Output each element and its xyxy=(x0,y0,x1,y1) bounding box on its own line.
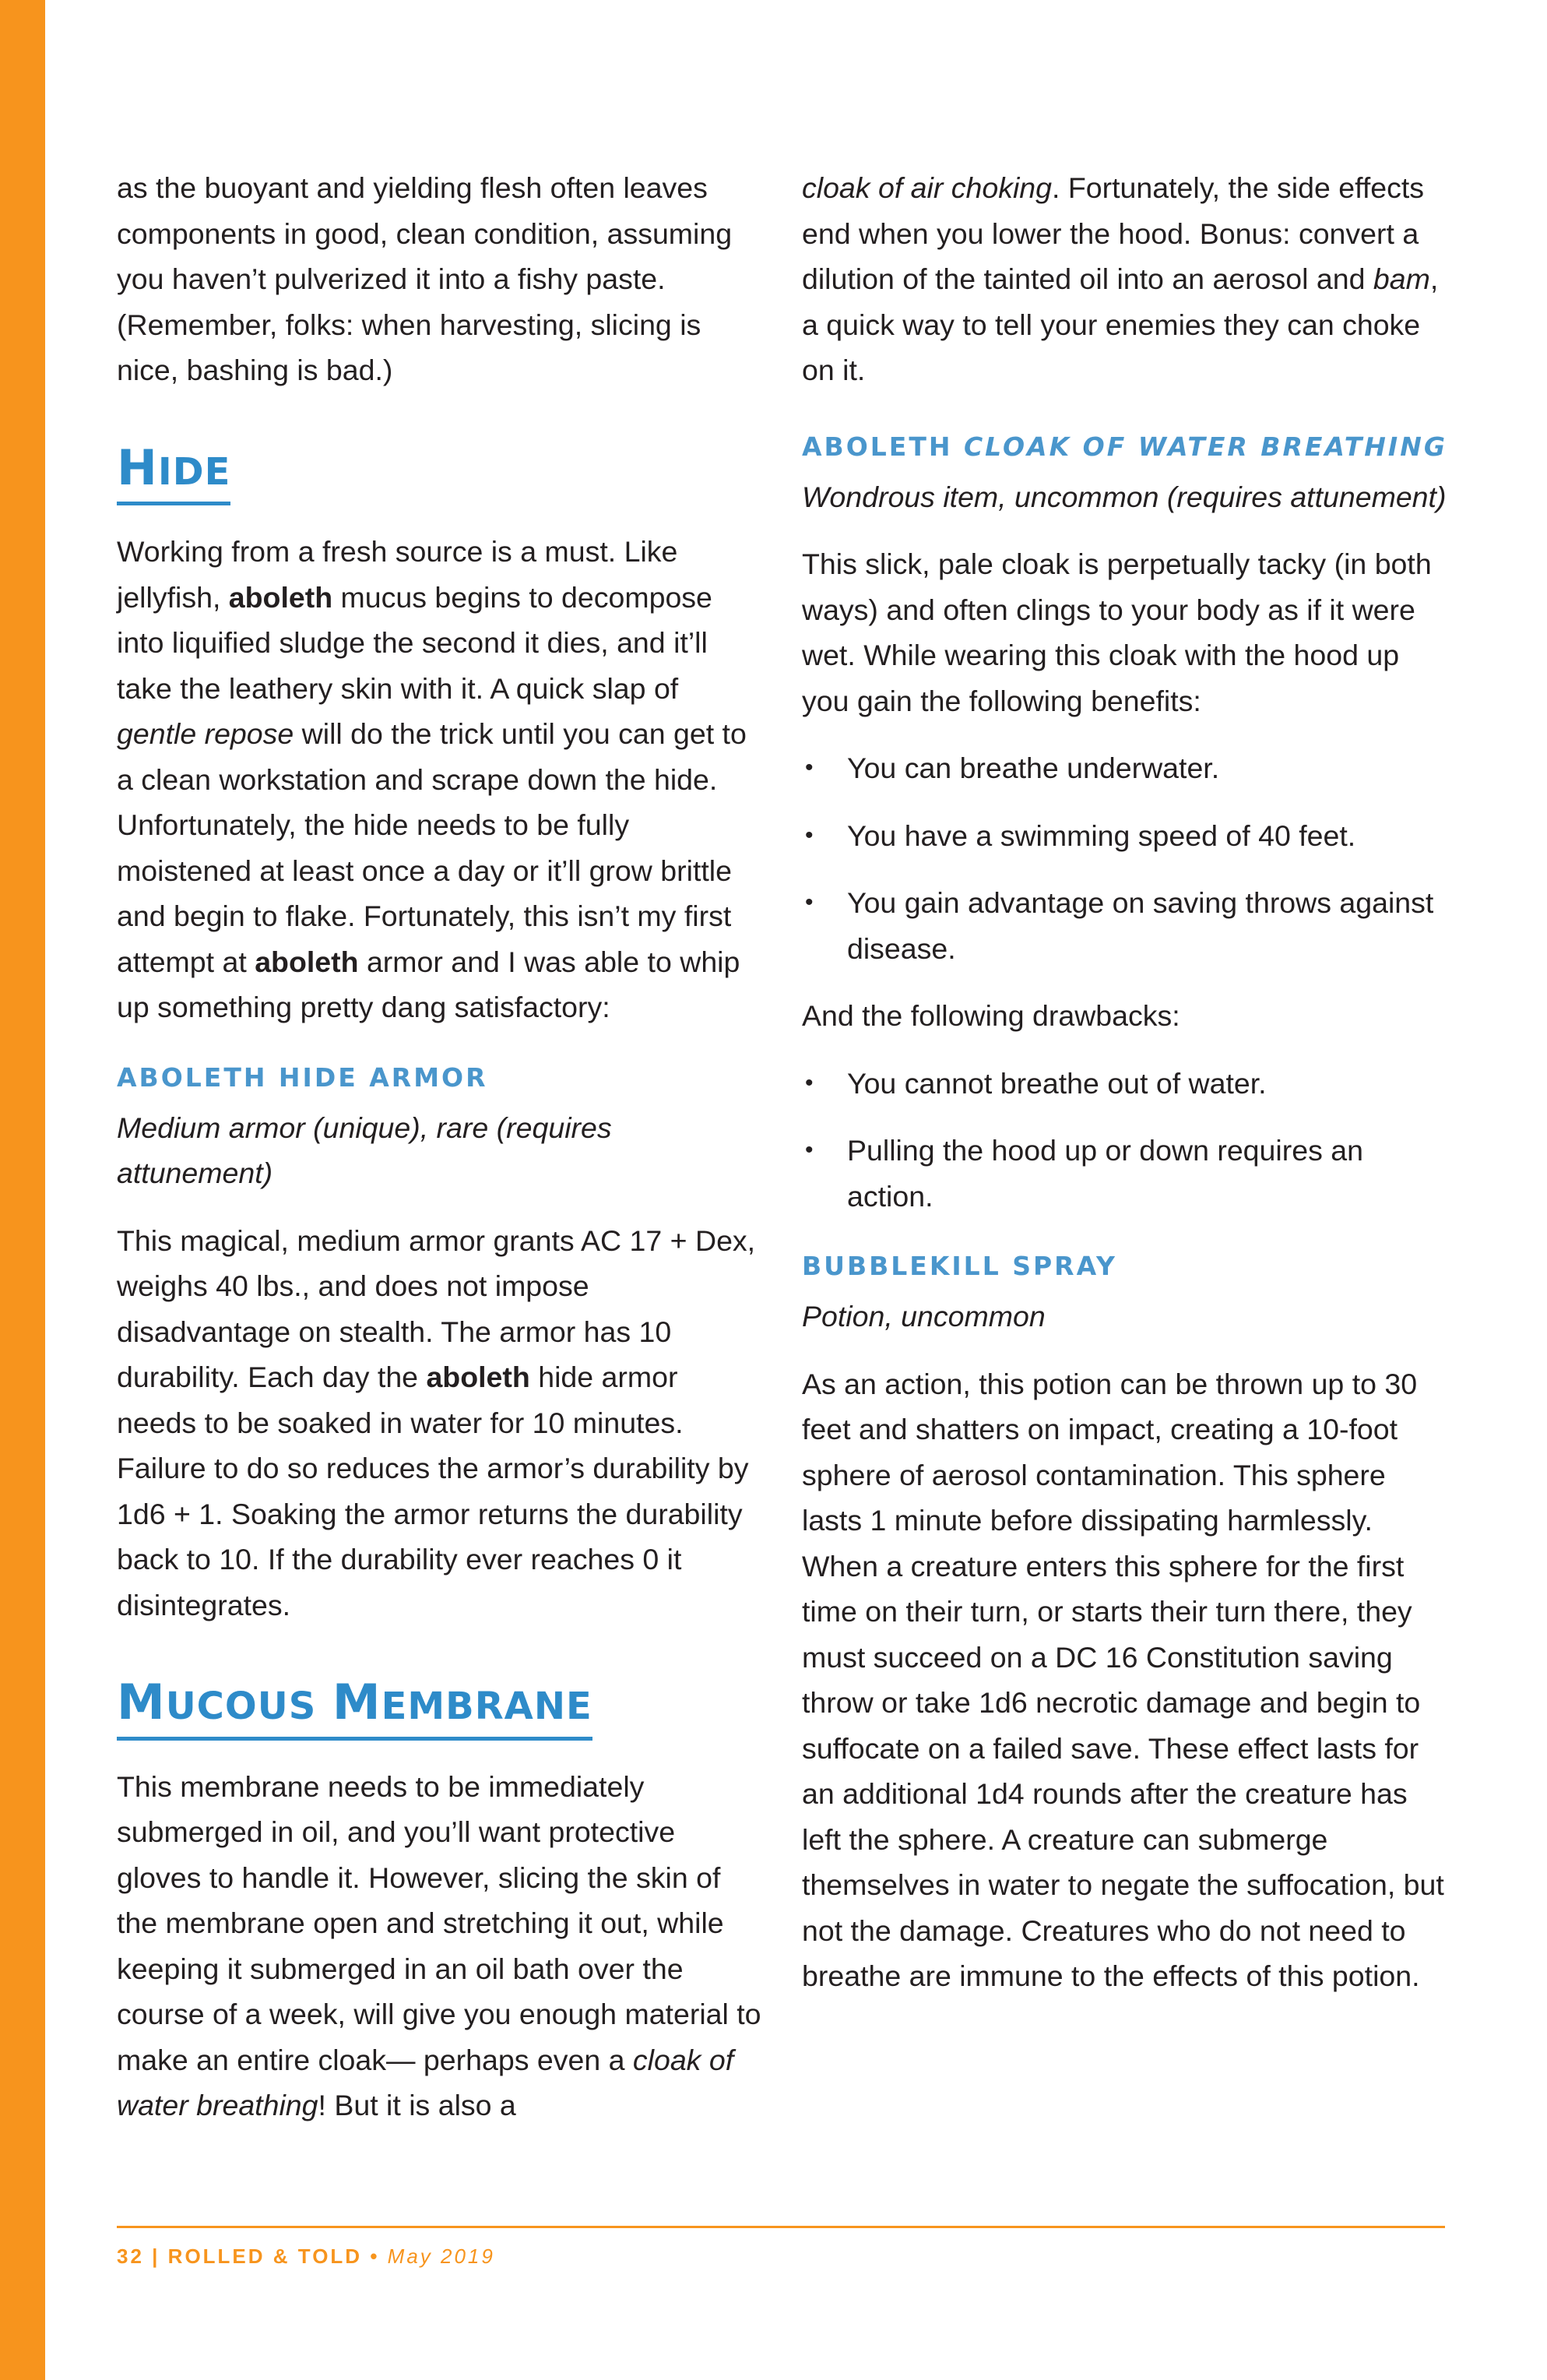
list-item: • You cannot breathe out of water. xyxy=(805,1066,1267,1100)
page-edge-bar xyxy=(0,0,45,2380)
page-number: 32 xyxy=(117,2244,144,2268)
membrane-paragraph: This membrane needs to be immediately submerged in oil, and you’ll want protective gloves to handle it. However, slicing the skin of the membrane open and stretching it out, while keeping it submerged in an oil bath over the course of a week, will give you enough material to make an entire cloak— perhaps even a cloak of water breathing! But it is also a xyxy=(117,1769,761,2121)
intro-paragraph: as the buoyant and yielding flesh often leaves components in good, clean condition, assuming you haven’t pulverized it into a fishy paste. (Remember, folks: when harvesting, slicing is nice, bashing is bad.) xyxy=(117,171,733,386)
cloak-paragraph: This slick, pale cloak is perpetually tacky (in both ways) and often clings to your body as if it were wet. While wearing this cloak with the hood up you gain the following benefits: xyxy=(802,547,1432,717)
list-item: • Pulling the hood up or down requires an action. xyxy=(805,1134,1363,1213)
spray-paragraph: As an action, this potion can be thrown up to 30 feet and shatters on impact, creating a 10-foot sphere of aerosol contamination. This sphere lasts 1 minute before dissipating harmlessly. When a creature enters this sphere for the first time on their turn, or starts their turn there, they must succeed on a DC 16 Constitution saving throw or take 1d6 necrotic damage and begin to suffocate on a failed save. These effect lasts for an additional 1d4 rounds after the creature has left the sphere. A creature can submerge themselves in water to negate the suffocation, but not the damage. Creatures who do not need to breathe are immune to the effects of this potion. xyxy=(802,1367,1444,1992)
hide-heading-rest: IDE xyxy=(157,449,231,494)
membrane-heading: MUCOUS MEMBRANE xyxy=(117,1676,592,1741)
hide-heading-underline xyxy=(117,502,230,505)
hide-paragraph: Working from a fresh source is a must. Like jellyfish, aboleth mucus begins to decompose into liquified sludge the second it dies, and it’ll take the leathery skin with it. A quick slap of gentle repose will do the trick until you can get to a clean workstation and scrape down the hide. Unfortunately, the hide needs to be fully moistened at least once a day or it’ll grow brittle and begin to flake. Fortunately, this isn’t my first attempt at aboleth armor and I was able to whip up something pretty dang satisfactory: xyxy=(117,535,747,1023)
right-column xyxy=(802,165,1448,2021)
hide-heading-initial: H xyxy=(117,438,158,496)
drawbacks-list xyxy=(802,1061,1448,1220)
list-item: • You gain advantage on saving throws against disease. xyxy=(805,886,1434,965)
cloak-title: ABOLETH CLOAK OF WATER BREATHING xyxy=(802,431,1447,462)
armor-meta: Medium armor (unique), rare (requires attunement) xyxy=(117,1111,612,1189)
page-footer: 32 | ROLLED & TOLD • May 2019 xyxy=(117,2244,495,2268)
spray-title: BUBBLEKILL SPRAY xyxy=(802,1251,1117,1281)
armor-paragraph: This magical, medium armor grants AC 17 + Dex, weighs 40 lbs., and does not impose disadvantage on stealth. The armor has 10 durability. Each day the aboleth hide armor needs to be soaked in water for 10 minutes. Failure to do so reduces the armor’s durability by 1d6 + 1. Soaking the armor returns the durability back to 10. If the durability ever reaches 0 it disintegrates. xyxy=(117,1223,756,1621)
footer-rule xyxy=(117,2226,1445,2228)
list-item: • You can breathe underwater. xyxy=(805,752,1220,784)
issue-date: May 2019 xyxy=(387,2244,495,2268)
membrane-heading-underline xyxy=(117,1737,592,1741)
continued-paragraph: cloak of air choking. Fortunately, the side effects end when you lower the hood. Bonus: convert a dilution of the tainted oil into an aerosol and bam, a quick way to tell your enemies they can choke on it. xyxy=(802,171,1439,386)
hide-heading xyxy=(117,438,231,506)
benefits-list xyxy=(802,745,1448,971)
publication-name: ROLLED & TOLD xyxy=(167,2244,363,2268)
drawbacks-intro: And the following drawbacks: xyxy=(802,999,1180,1032)
spray-meta: Potion, uncommon xyxy=(802,1300,1046,1333)
cloak-meta: Wondrous item, uncommon (requires attunement) xyxy=(802,480,1447,513)
armor-title: ABOLETH HIDE ARMOR xyxy=(117,1061,488,1093)
left-column xyxy=(117,165,763,2150)
list-item: • You have a swimming speed of 40 feet. xyxy=(805,819,1356,852)
